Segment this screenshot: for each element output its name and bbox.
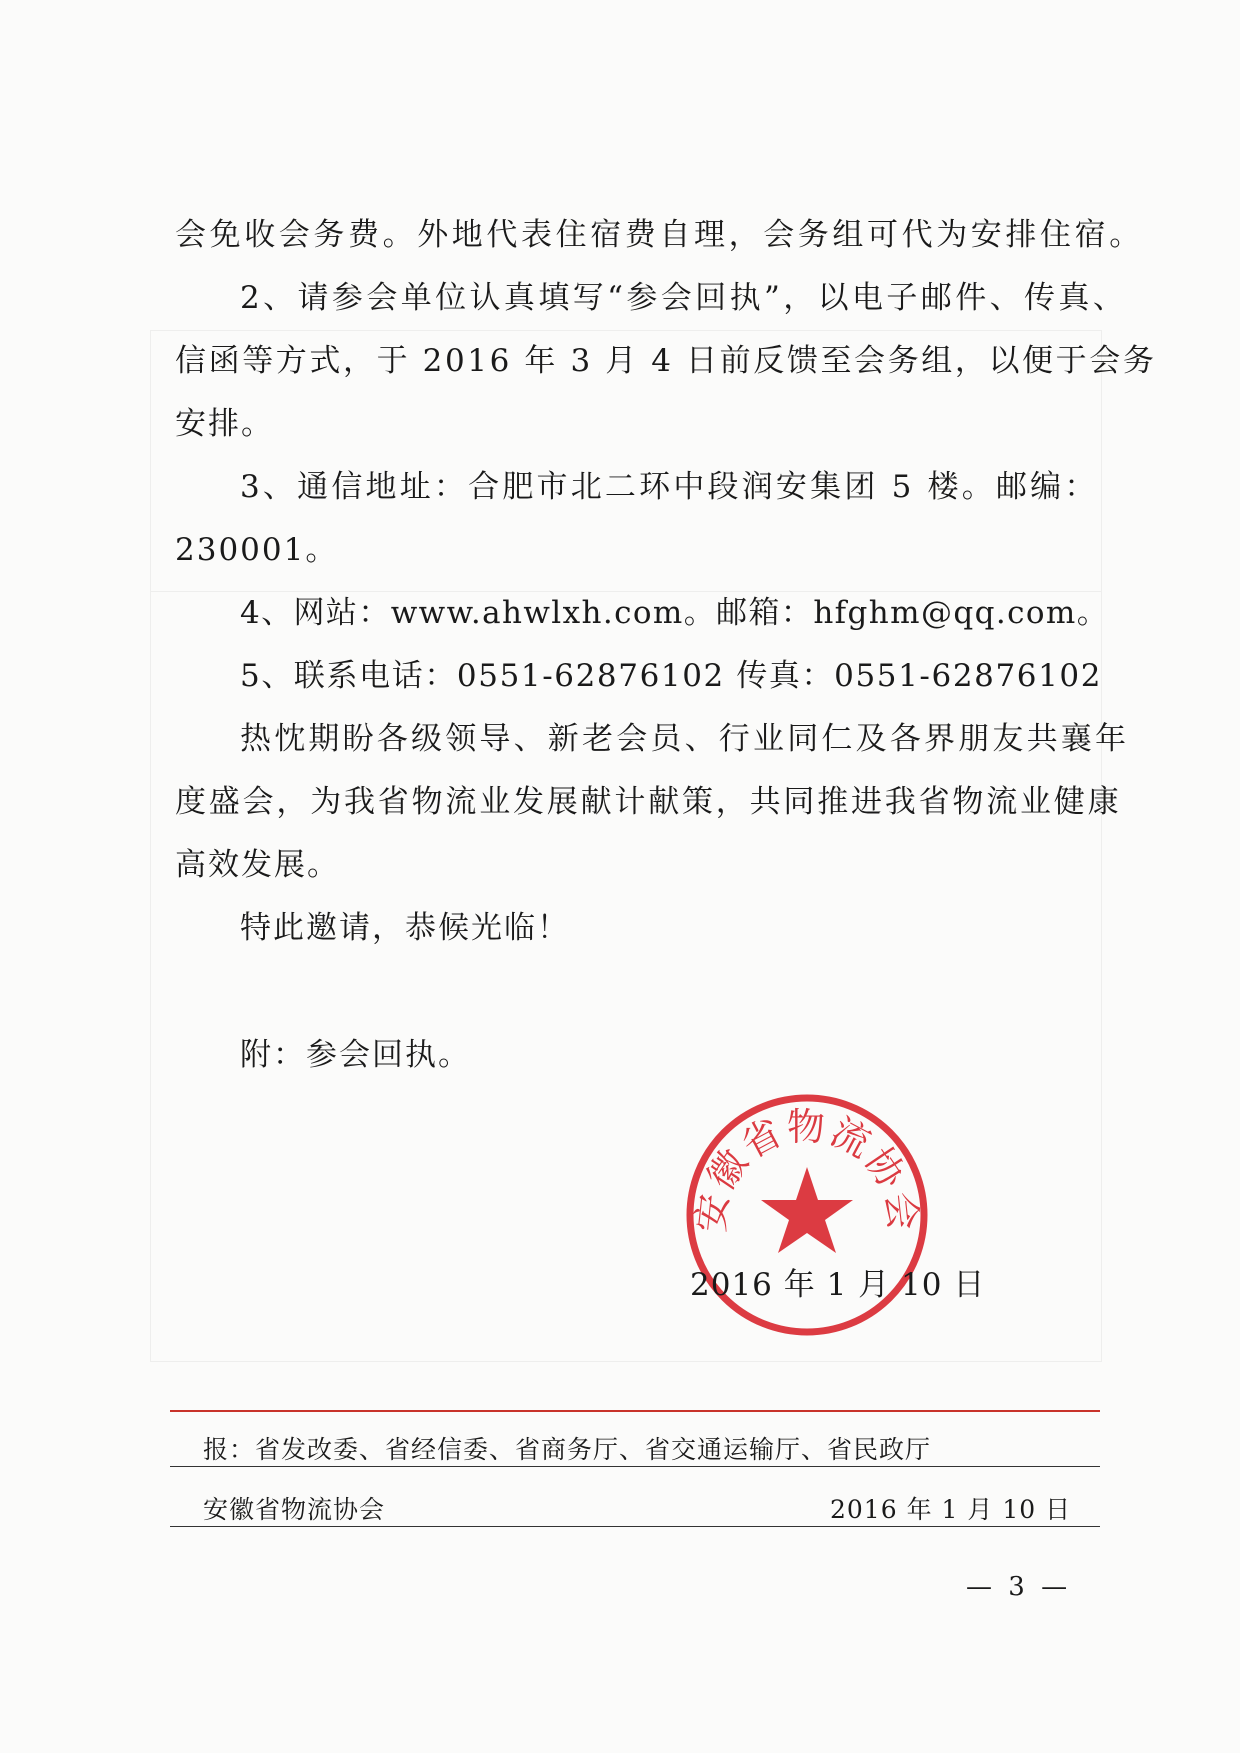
issue-date: 2016 年 1 月 10 日 <box>830 1495 1072 1524</box>
body-line-10: 度盛会，为我省物流业发展献计献策，共同推进我省物流业健康 <box>175 784 1122 820</box>
body-line-4: 安排。 <box>175 406 274 442</box>
body-line-8: 5、联系电话：0551-62876102 传真：0551-62876102 <box>240 658 1103 694</box>
seal-star-icon <box>761 1167 853 1253</box>
body-line-2: 2、请参会单位认真填写“参会回执”，以电子邮件、传真、 <box>240 280 1128 316</box>
page-number: — 3 — <box>966 1572 1072 1602</box>
body-line-1: 会免收会务费。外地代表住宿费自理，会务组可代为安排住宿。 <box>175 217 1144 253</box>
body-line-11: 高效发展。 <box>175 847 340 883</box>
svg-text:安徽省物流协会: 安徽省物流协会 <box>688 1105 926 1235</box>
attachment-line: 附：参会回执。 <box>240 1037 471 1073</box>
body-line-7: 4、网站：www.ahwlxh.com。邮箱：hfghm@qq.com。 <box>240 595 1110 631</box>
footer-divider <box>170 1466 1100 1467</box>
body-line-5: 3、通信地址：合肥市北二环中段润安集团 5 楼。邮编： <box>240 469 1099 505</box>
red-divider <box>170 1410 1100 1412</box>
report-to-line: 报：省发改委、省经信委、省商务厅、省交通运输厅、省民政厅 <box>203 1435 932 1464</box>
footer-bottom-divider <box>170 1526 1100 1527</box>
body-line-6: 230001。 <box>175 532 339 568</box>
body-line-3: 信函等方式，于 2016 年 3 月 4 日前反馈至会务组，以便于会务 <box>175 343 1157 379</box>
closing-line: 特此邀请，恭候光临！ <box>240 910 570 946</box>
signature-date: 2016 年 1 月 10 日 <box>690 1267 986 1303</box>
issuer-name: 安徽省物流协会 <box>203 1495 386 1524</box>
body-line-9: 热忱期盼各级领导、新老会员、行业同仁及各界朋友共襄年 <box>240 721 1130 757</box>
